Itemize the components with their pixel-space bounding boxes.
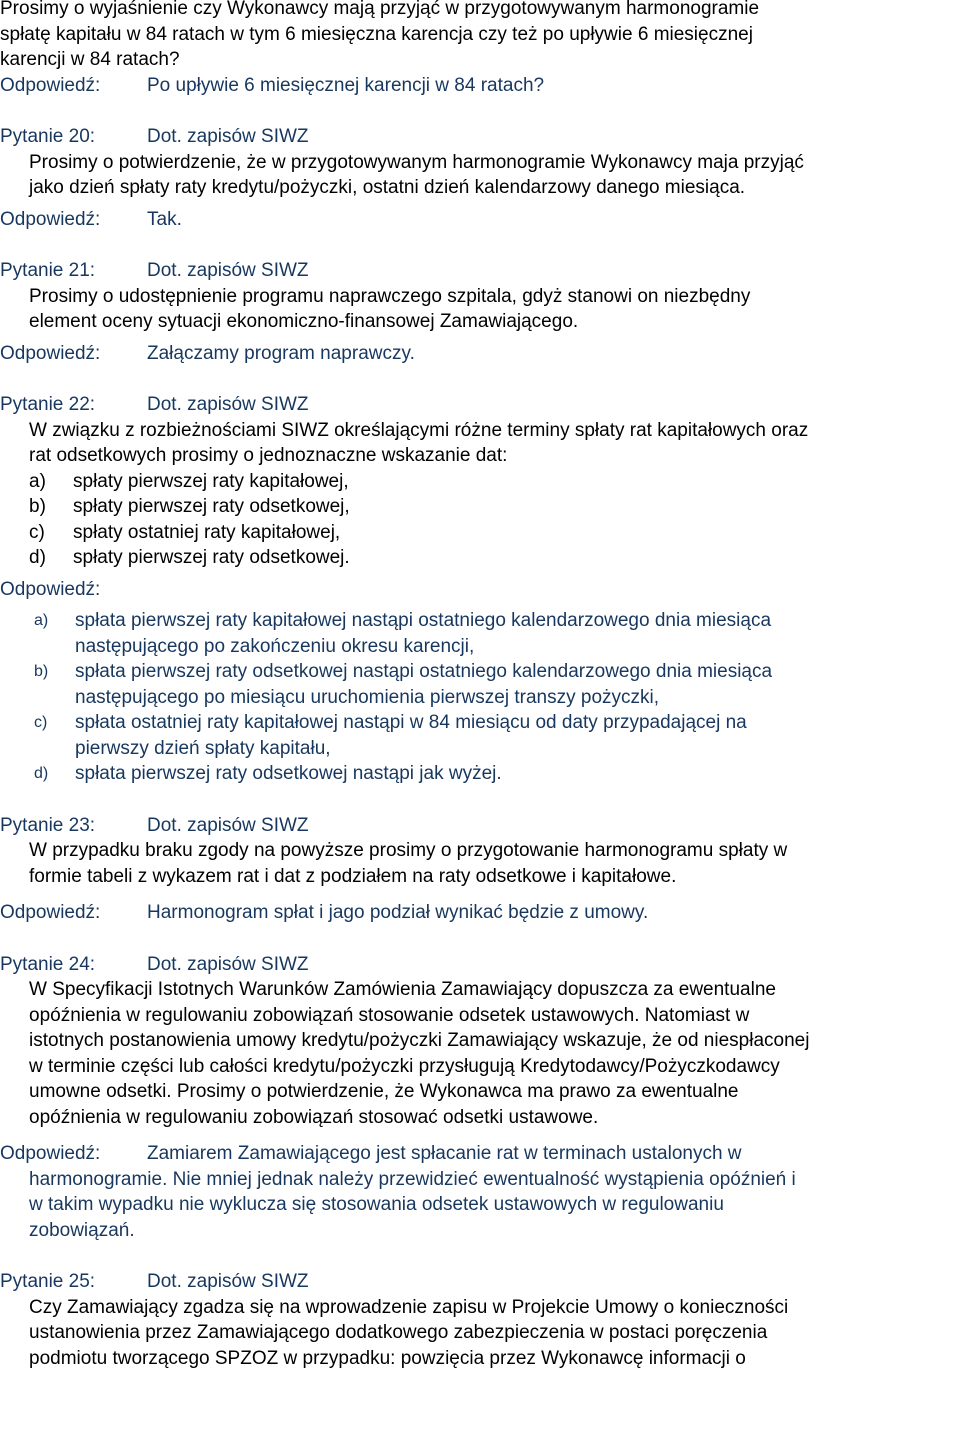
question-24 (0, 952, 960, 1244)
list-item (0, 494, 960, 520)
list-marker: a) (29, 470, 46, 492)
answer-text-line: zobowiązań. (29, 1219, 135, 1241)
answer-item-line: następującego po miesiącu uruchomienia pierwszej transzy pożyczki, (75, 686, 660, 708)
question-text-line: opóźnienia w regulowaniu zobowiązań stosować odsetki ustawowe. (29, 1106, 599, 1128)
question-heading (0, 952, 960, 978)
list-marker: c) (29, 521, 45, 543)
answer-row (0, 207, 960, 233)
answer-item-line: pierwszy dzień spłaty kapitału, (75, 737, 331, 759)
question-heading (0, 124, 960, 150)
question-22 (0, 392, 960, 787)
question-number: Pytanie 21: (0, 260, 96, 281)
answer-text-line: w takim wypadku nie wyklucza się stosowania odsetek ustawowych w regulowaniu (29, 1194, 724, 1215)
answer-row (0, 73, 960, 99)
answer-label: Odpowiedź: (0, 208, 101, 230)
question-reference: Dot. zapisów SIWZ (147, 260, 309, 281)
question-heading (0, 813, 960, 839)
question-text-line: istotnych postanowienia umowy kredytu/pożyczki Zamawiający wskazuje, że od niespłaconej (29, 1030, 810, 1051)
answer-item-line: spłata ostatniej raty kapitałowej nastąpi w 84 miesiącu od daty przypadającej na (75, 712, 747, 733)
question-reference: Dot. zapisów SIWZ (147, 953, 309, 975)
question-text-line: jako dzień spłaty raty kredytu/pożyczki, ostatni dzień kalendarzowy danego miesiąca. (29, 177, 746, 198)
answer-label: Odpowiedź: (0, 342, 101, 364)
question-20 (0, 124, 960, 232)
list-item-text: spłaty pierwszej raty kapitałowej, (73, 470, 349, 492)
question-reference: Dot. zapisów SIWZ (147, 394, 309, 415)
answer-row (0, 341, 960, 367)
list-marker: d) (34, 765, 49, 782)
list-item (0, 545, 960, 571)
question-text-line: W przypadku braku zgody na powyższe prosimy o przygotowanie harmonogramu spłaty w (29, 840, 788, 861)
question-text-line: rat odsetkowych prosimy o jednoznaczne wskazanie dat: (29, 445, 508, 466)
list-marker: b) (29, 496, 46, 517)
answer-item-line: spłata pierwszej raty odsetkowej nastąpi jak wyżej. (75, 763, 502, 784)
list-marker: c) (34, 714, 48, 731)
question-heading (0, 258, 960, 284)
answer-item-line: spłata pierwszej raty odsetkowej nastąpi ostatniego kalendarzowego dnia miesiąca (75, 661, 773, 682)
answer-label: Odpowiedź: (0, 902, 101, 923)
question-text-line: w terminie części lub całości kredytu/pożyczki przysługują Kredytodawcy/Pożyczkodawcy (29, 1055, 780, 1077)
answer-item-line: następującego po zakończeniu okresu karencji, (75, 635, 475, 657)
answer-list-item (0, 659, 960, 710)
question-number: Pytanie 25: (0, 1271, 96, 1292)
question-text-line: Prosimy o udostępnienie programu naprawczego szpitala, gdyż stanowi on niezbędny (29, 285, 751, 307)
question-reference: Dot. zapisów SIWZ (147, 814, 309, 836)
question-25 (0, 1269, 960, 1371)
answer-label: Odpowiedź: (0, 74, 101, 96)
question-reference: Dot. zapisów SIWZ (147, 1271, 309, 1292)
question-23 (0, 813, 960, 926)
question-text-line: Czy Zamawiający zgadza się na wprowadzenie zapisu w Projekcie Umowy o konieczności (29, 1296, 789, 1318)
list-item-text: spłaty ostatniej raty kapitałowej, (73, 521, 341, 543)
answer-label: Odpowiedź: (0, 578, 101, 600)
answer-list-item (0, 761, 960, 787)
question-text-line: spłatę kapitału w 84 ratach w tym 6 miesięczna karencja czy też po upływie 6 miesięcznej (0, 23, 753, 45)
answer-text: Załączamy program naprawczy. (147, 342, 415, 364)
answer-text: Harmonogram spłat i jago podział wynikać będzie z umowy. (147, 902, 649, 923)
list-item (0, 520, 960, 546)
list-item (0, 469, 960, 495)
question-heading (0, 392, 960, 418)
question-text-line: Prosimy o potwierdzenie, że w przygotowywanym harmonogramie Wykonawcy maja przyjąć (29, 151, 804, 173)
answer-item-line: spłata pierwszej raty kapitałowej nastąpi ostatniego kalendarzowego dnia miesiąca (75, 610, 772, 631)
list-marker: d) (29, 547, 46, 568)
answer-label: Odpowiedź: (0, 1143, 101, 1164)
list-marker: a) (34, 612, 49, 629)
question-reference: Dot. zapisów SIWZ (147, 126, 309, 147)
question-text-line: Prosimy o wyjaśnienie czy Wykonawcy mają przyjąć w przygotowywanym harmonogramie (0, 0, 760, 19)
list-item-text: spłaty pierwszej raty odsetkowej. (73, 547, 350, 568)
question-heading (0, 1269, 960, 1295)
question-text-line: opóźnienia w regulowaniu zobowiązań stosowanie odsetek ustawowych. Natomiast w (29, 1004, 750, 1026)
question-number: Pytanie 22: (0, 394, 96, 415)
question-text-line: W Specyfikacji Istotnych Warunków Zamówienia Zamawiający dopuszcza za ewentualne (29, 979, 776, 1000)
question-number: Pytanie 24: (0, 953, 96, 975)
question-text-line: ustanowienia przez Zamawiającego dodatkowego zabezpieczenia w postaci poręczenia (29, 1322, 768, 1343)
question-text-line: karencji w 84 ratach? (0, 49, 180, 70)
question-text-line: umowne odsetki. Prosimy o potwierdzenie, że Wykonawca ma prawo za ewentualne (29, 1081, 739, 1102)
question-number: Pytanie 20: (0, 126, 96, 147)
answer-list-item (0, 710, 960, 761)
list-marker: b) (34, 663, 49, 680)
question-text-line: podmiotu tworzącego SPZOZ w przypadku: powzięcia przez Wykonawcę informacji o (29, 1347, 746, 1369)
list-item-text: spłaty pierwszej raty odsetkowej, (73, 496, 350, 517)
question-19 (0, 0, 960, 98)
question-text-line: element oceny sytuacji ekonomiczno-finansowej Zamawiającego. (29, 311, 579, 332)
question-number: Pytanie 23: (0, 814, 96, 836)
answer-text: Po upływie 6 miesięcznej karencji w 84 ratach? (147, 74, 545, 96)
answer-text: Zamiarem Zamawiającego jest spłacanie rat w terminach ustalonych w (147, 1143, 742, 1164)
answer-list-item (0, 608, 960, 659)
question-text-line: formie tabeli z wykazem rat i dat z podziałem na raty odsetkowe i kapitałowe. (29, 865, 677, 887)
answer-text: Tak. (147, 208, 182, 230)
answer-text-line: harmonogramie. Nie mniej jednak należy przewidzieć ewentualność wystąpienia opóźnień i (29, 1168, 796, 1190)
question-21 (0, 258, 960, 366)
answer-row (0, 1141, 960, 1167)
question-text-line: W związku z rozbieżnościami SIWZ określającymi różne terminy spłaty rat kapitałowych oraz (29, 419, 809, 441)
answer-row (0, 900, 960, 926)
